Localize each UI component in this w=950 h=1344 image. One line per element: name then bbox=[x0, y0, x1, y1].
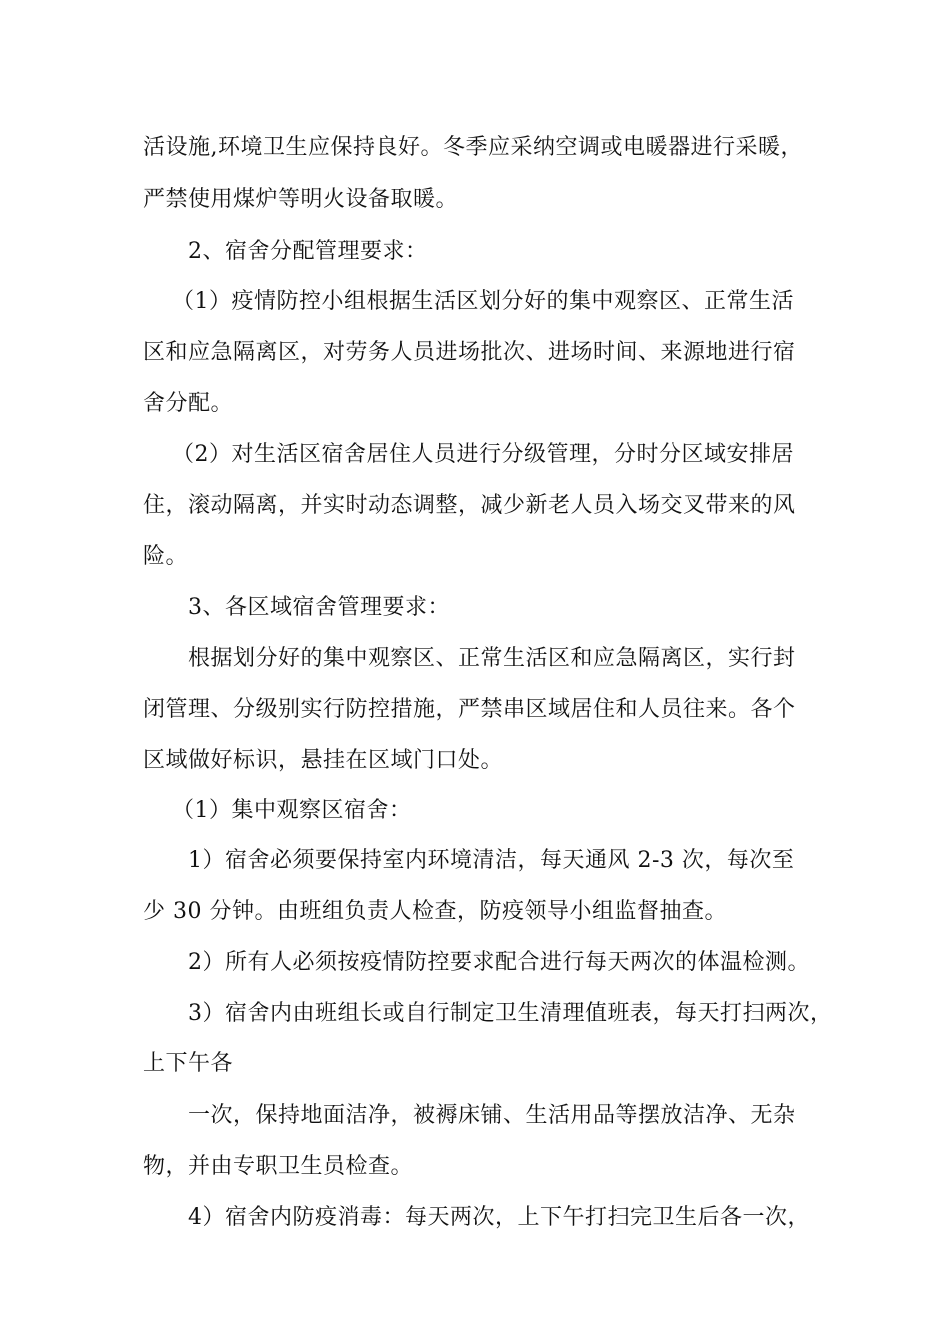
text-line: 4）宿舍内防疫消毒：每天两次，上下午打扫完卫生后各一次， bbox=[188, 1205, 810, 1230]
subsection-heading: （1）集中观察区宿舍： bbox=[172, 798, 412, 823]
text-line: 险。 bbox=[143, 544, 189, 569]
text-line: 2）所有人必须按疫情防控要求配合进行每天两次的体温检测。 bbox=[188, 950, 810, 975]
section-heading: 3、各区域宿舍管理要求： bbox=[188, 595, 450, 620]
text-line: （2）对生活区宿舍居住人员进行分级管理，分时分区域安排居 bbox=[172, 442, 794, 467]
text-line: 1）宿舍必须要保持室内环境清洁，每天通风 2-3 次，每次至 bbox=[188, 848, 795, 873]
text-line: 根据划分好的集中观察区、正常生活区和应急隔离区，实行封 bbox=[188, 646, 796, 671]
text-line: 闭管理、分级别实行防控措施，严禁串区域居住和人员往来。各个 bbox=[143, 697, 796, 722]
text-line: 舍分配。 bbox=[143, 391, 234, 416]
text-line: （1）疫情防控小组根据生活区划分好的集中观察区、正常生活 bbox=[172, 289, 794, 314]
text-line: 活设施,环境卫生应保持良好。冬季应采纳空调或电暖器进行采暖， bbox=[143, 135, 803, 160]
section-heading: 2、宿舍分配管理要求： bbox=[188, 239, 428, 264]
text-line: 上下午各 bbox=[143, 1051, 234, 1076]
text-line: 区域做好标识，悬挂在区域门口处。 bbox=[143, 748, 504, 773]
text-line: 少 30 分钟。由班组负责人检查，防疫领导小组监督抽查。 bbox=[143, 899, 727, 924]
text-line: 区和应急隔离区，对劳务人员进场批次、进场时间、来源地进行宿 bbox=[143, 340, 796, 365]
text-line: 一次，保持地面洁净，被褥床铺、生活用品等摆放洁净、无杂 bbox=[188, 1103, 796, 1128]
text-line: 物，并由专职卫生员检查。 bbox=[143, 1154, 414, 1179]
text-line: 3）宿舍内由班组长或自行制定卫生清理值班表，每天打扫两次， bbox=[188, 1001, 833, 1026]
text-line: 严禁使用煤炉等明火设备取暖。 bbox=[143, 187, 459, 212]
text-line: 住，滚动隔离，并实时动态调整，减少新老人员入场交叉带来的风 bbox=[143, 493, 796, 518]
